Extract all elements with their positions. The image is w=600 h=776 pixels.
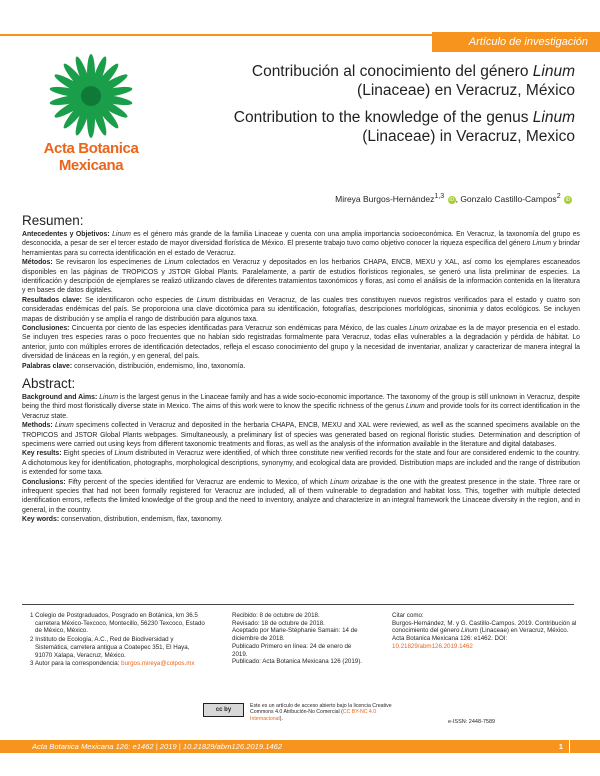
journal-citation: Acta Botanica Mexicana 126: e1462 | 2019 | 10.21829/abm126.2019.1462: [32, 742, 283, 751]
title-es: Contribución al conocimiento del género Linum (Linaceae) en Veracruz, México: [251, 63, 575, 99]
email-link[interactable]: burgos.mireya@colpos.mx: [121, 660, 195, 668]
resumen-paragraph: Palabras clave: conservación, distribución, endemismo, lino, taxonomía.: [22, 362, 246, 370]
author-name: Mireya Burgos-Hernández: [335, 193, 435, 204]
resumen-section: [22, 213, 580, 371]
page-number: 1: [558, 742, 563, 751]
journal-logo: [30, 52, 152, 192]
publication-dates: Recibido: 8 de octubre de 2018. Revisado: 18 de octubre de 2018. Aceptado por Marie-Stéphanie Samain: 14 de diciembre de 2018. Publicado Primero en línea: 24 de enero de 2019. Publicado: Acta Botanica Mexicana 126 (2019).: [232, 612, 363, 666]
footer-bar: [0, 740, 600, 753]
abstract-paragraph: Conclusions: Fifty percent of the species identified for Veracruz are endemic to Mexico, of which Linum orizabae is the one with the greatest presence in the state. Three rare or infrequent species that had not been formally registered for Veracruz are included, all of them vulnerable to degradation and habitat loss. This, together with multiple detected identification errors, reflects the limited knowledge of the group and the need to inventory, analyze and characterize in an integral framework the Linaceae diversity in the region, and in general, in the country.: [22, 478, 580, 514]
footer-divider: [22, 604, 574, 605]
title-en: Contribution to the knowledge of the genus Linum (Linaceae) in Veracruz, Mexico: [233, 109, 575, 145]
cc-license-icon[interactable]: cc by: [203, 703, 244, 717]
header-bar: [0, 0, 600, 55]
resumen-heading: Resumen:: [22, 213, 84, 228]
logo-text: Acta Botanica Mexicana: [43, 140, 139, 174]
author-name: Gonzalo Castillo-Campos: [460, 193, 557, 204]
flower-icon: [40, 52, 142, 138]
article-titles: [205, 62, 575, 146]
author-line: Mireya Burgos-Hernández$^{1,3}$ iD , Gonzalo Castillo-Campos$^2$ iD: [335, 192, 571, 204]
abstract-section: [22, 376, 580, 525]
citation: Citar como: Burgos-Hernández, M. y G. Castillo-Campos. 2019. Contribución al conocimiento del género Linum (Linaceae) en Veracruz, México. Acta Botanica Mexicana 126: e1462. DOI: 10.21829/abm126.2019.1462: [392, 612, 577, 650]
abstract-paragraph: Key words: conservation, distribution, endemism, flax, taxonomy.: [22, 516, 223, 524]
resumen-paragraph: Conclusiones: Cincuenta por ciento de las especies identificadas para Veracruz son endémicas para México, de las cuales Linum orizabae es la de mayor presencia en el estado. Se incluyen tres especies raras o poco frecuentes que no habían sido registradas formalmente para Veracruz, todas ellas vulnerables a la degradación y pérdida de hábitat. Lo anterior, junto con múltiples errores de identificación detectados, refleja el escaso conocimiento del grupo y la necesidad de inventariar, analizar y caracterizar de manera integral la diversidad de lináceas en la región, y en general, del país.: [22, 325, 580, 361]
issn: e-ISSN: 2448-7589: [448, 719, 496, 725]
resumen-paragraph: Antecedentes y Objetivos: Linum es el género más grande de la familia Linaceae y cuenta con una amplia importancia socioeconómica. En Veracruz, la taxonomía del grupo es desconocida, a pesar de ser el tercer estado de mayor diversidad florística de México. El presente trabajo tuvo como objetivo conocer la riqueza específica del género Linum y brindar herramientas para su correcta identificación en el estado de Veracruz.: [22, 231, 580, 257]
section-tag: Artículo de investigación: [432, 32, 600, 52]
resumen-paragraph: Métodos: Se revisaron los especímenes de Linum colectados en Veracruz y depositados en los herbarios CHAPA, ENCB, MEXU y XAL, así como los ejemplares escaneados disponibles en las páginas de TROPICOS y JSTOR Global Plants. Paralelamente, a partir de estudios florísticos regionales, se generó una lista preliminar de especies. La identificación y descripción de ejemplares se realizó utilizando claves de diferentes tratamientos taxonómicos y floras, así como el análisis de la información contenida en la literatura y en bases de datos digitales.: [22, 259, 581, 295]
resumen-paragraph: Resultados clave: Se identificaron ocho especies de Linum distribuidas en Veracruz, de las cuales tres constituyen nuevos registros verificados para el estado y cuatro son consideradas endémicas del país. Se proporciona una clave dicotómica para su identificación, fotografías, descripciones morfológicas, sinonimia y datos ecológicos. Se incluyen mapas de distribución y se amplía el rango de distribución para algunos taxa.: [22, 296, 580, 323]
affiliations: 1 Colegio de Postgraduados, Posgrado en Botánica, km 36.5 carretera México-Texcoco, Montecillo, 56230 Texcoco, Estado de México, México. 2 Instituto de Ecología, A.C., Red de Biodiversidad y Sistemática, carretera antigua a Coatepec 351, El Haya, 91070 Xalapa, Veracruz, México. 3 Autor para la correspondencia: burgos.mireya@colpos.mx: [30, 612, 205, 668]
doi-link[interactable]: 10.21829/abm126.2019.1462: [392, 642, 473, 650]
abstract-paragraph: Background and Aims: Linum is the largest genus in the Linaceae family and has a wide socio-economic importance. The taxonomy of the group is still unknown in Veracruz, despite being the third most floristically diverse state in Mexico. The aims of this work were to know the specific richness of the genus Linum and provide tools for its correct identification in the Veracruz state.: [22, 394, 580, 420]
abstract-paragraph: Key results: Eight species of Linum distributed in Veracruz were identified, of which three constitute new verified records for the state and four are considered endemic to the country. A dichotomous key for identification, photographs, morphological descriptions, synonymy, and ecological data are provided. Distribution maps are included and the range of distribution is extended for some taxa.: [22, 450, 580, 477]
orcid-icon[interactable]: iD: [449, 196, 454, 203]
license-link[interactable]: CC BY-NC 4.0 Internacional: [250, 709, 377, 722]
abstract-paragraph: Methods: Linum specimens collected in Veracruz and deposited in the herbaria CHAPA, ENCB, MEXU and XAL were reviewed, as well as the scanned specimens available on the TROPICOS and JSTOR Global Plants webpages. Simultaneously, a preliminary list of species was generated based on regional floristic studies. Determination and description of specimens were carried out using keys from different taxonomic treatments and floras, as well as the analysis of the information available in the literature and digital databases.: [22, 422, 580, 449]
orcid-icon[interactable]: iD: [565, 196, 571, 203]
abstract-heading: Abstract:: [22, 376, 76, 391]
